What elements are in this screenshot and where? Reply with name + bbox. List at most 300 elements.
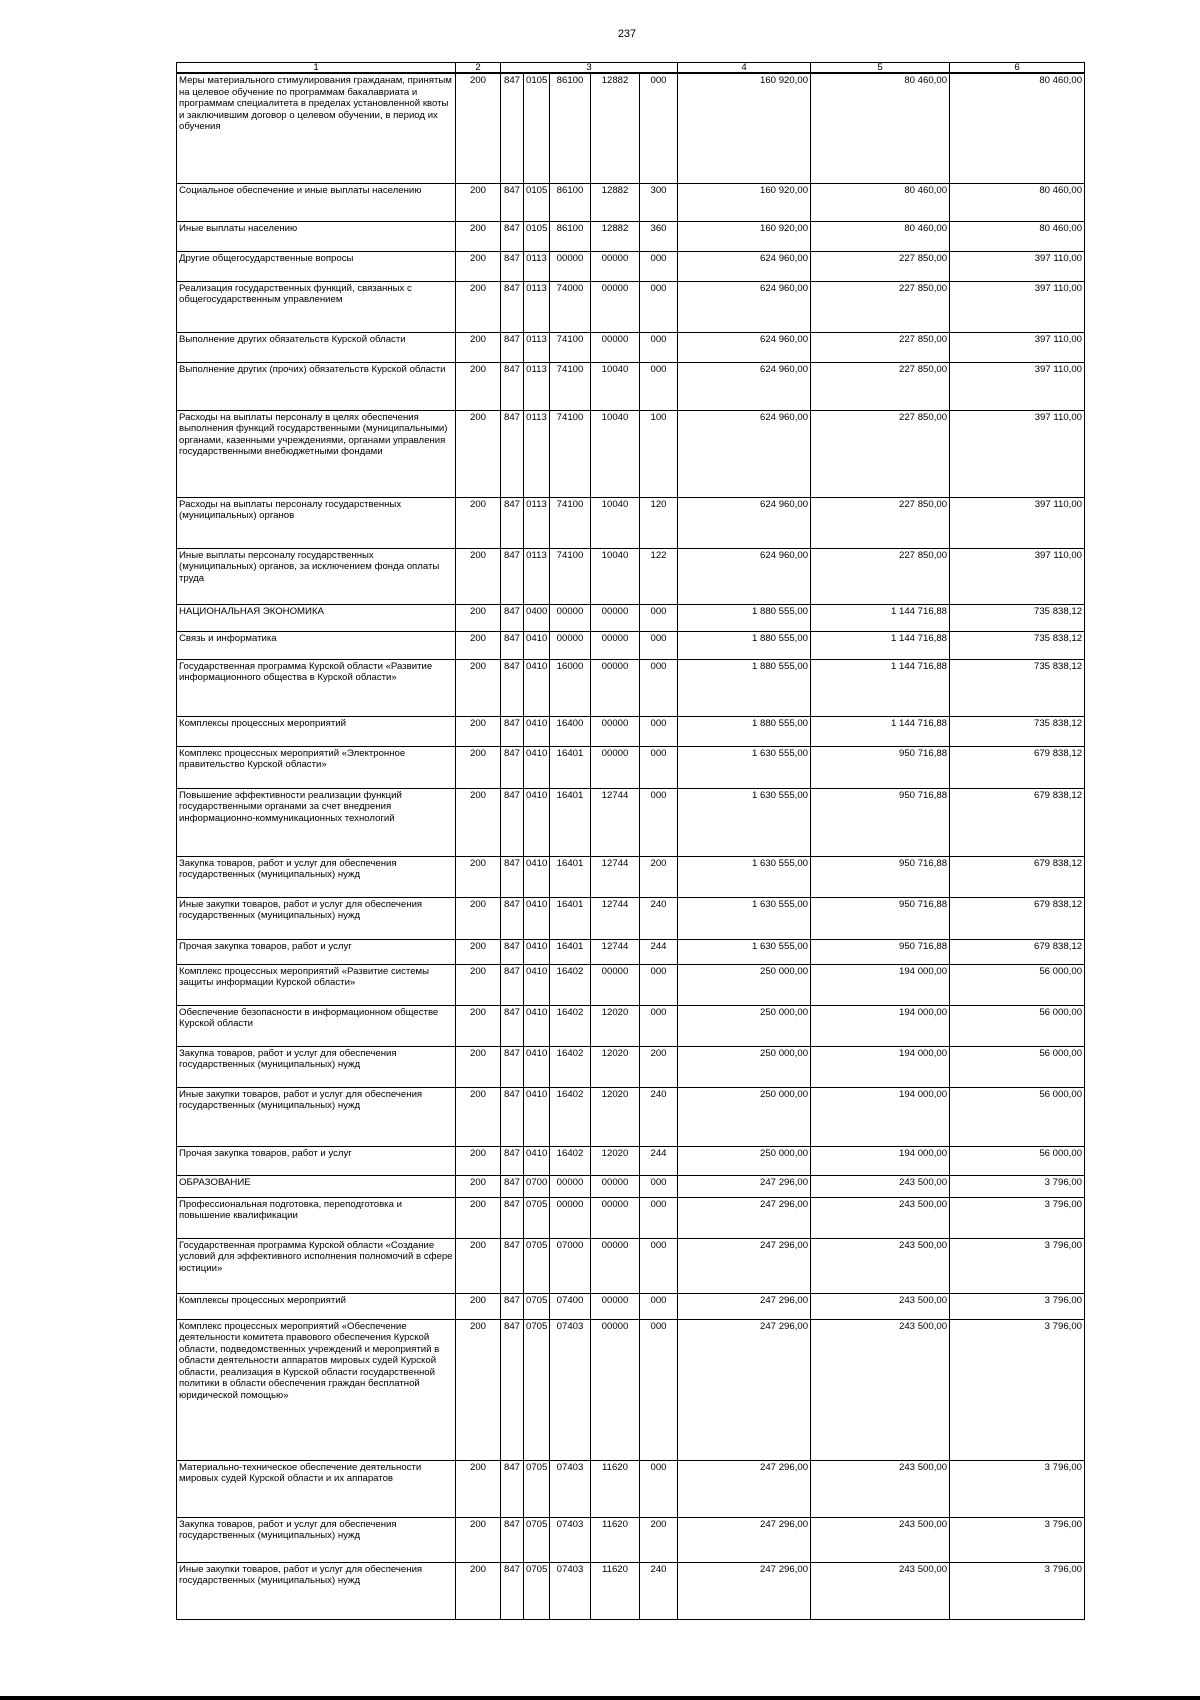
cell-value-col4: 624 960,00 (678, 497, 811, 548)
cell-expense-type: 120 (640, 497, 678, 548)
cell-section-code: 0700 (524, 1175, 550, 1197)
cell-admin-code: 200 (456, 183, 501, 221)
cell-value-col6: 397 110,00 (950, 362, 1085, 410)
cell-section-code: 0705 (524, 1238, 550, 1293)
cell-code-847: 847 (501, 1238, 524, 1293)
cell-expense-type: 000 (640, 1319, 678, 1460)
cell-program-code: 00000 (550, 631, 591, 659)
cell-name: Государственная программа Курской области «Развитие информационного общества в Курской области» (177, 659, 456, 716)
header-col-3: 3 (501, 63, 678, 74)
cell-direction-code: 10040 (591, 410, 640, 497)
cell-program-code: 07403 (550, 1319, 591, 1460)
cell-value-col6: 3 796,00 (950, 1175, 1085, 1197)
cell-direction-code: 00000 (591, 659, 640, 716)
cell-value-col5: 243 500,00 (811, 1238, 950, 1293)
cell-name: Иные закупки товаров, работ и услуг для обеспечения государственных (муниципальных) нужд (177, 897, 456, 939)
cell-expense-type: 000 (640, 788, 678, 856)
cell-admin-code: 200 (456, 1087, 501, 1146)
table-row (177, 73, 1085, 183)
cell-code-847: 847 (501, 788, 524, 856)
cell-value-col6: 3 796,00 (950, 1319, 1085, 1460)
cell-program-code: 74100 (550, 497, 591, 548)
cell-value-col5: 194 000,00 (811, 1087, 950, 1146)
table-row (177, 604, 1085, 631)
cell-name: Реализация государственных функций, связанных с общегосударственным управлением (177, 281, 456, 332)
cell-direction-code: 00000 (591, 1319, 640, 1460)
cell-code-847: 847 (501, 332, 524, 362)
cell-value-col6: 3 796,00 (950, 1562, 1085, 1619)
cell-name: Комплекс процессных мероприятий «Развитие системы защиты информации Курской области» (177, 964, 456, 1005)
cell-value-col4: 1 880 555,00 (678, 631, 811, 659)
cell-direction-code: 00000 (591, 1197, 640, 1238)
cell-expense-type: 000 (640, 281, 678, 332)
cell-admin-code: 200 (456, 1046, 501, 1087)
cell-program-code: 00000 (550, 251, 591, 281)
table-row (177, 746, 1085, 788)
cell-direction-code: 12020 (591, 1005, 640, 1046)
cell-value-col4: 1 630 555,00 (678, 856, 811, 897)
cell-section-code: 0705 (524, 1293, 550, 1319)
table-row (177, 1293, 1085, 1319)
cell-value-col5: 243 500,00 (811, 1562, 950, 1619)
table-row (177, 410, 1085, 497)
cell-value-col4: 247 296,00 (678, 1562, 811, 1619)
cell-name: Закупка товаров, работ и услуг для обеспечения государственных (муниципальных) нужд (177, 1517, 456, 1562)
cell-direction-code: 12020 (591, 1087, 640, 1146)
table-row (177, 221, 1085, 251)
cell-value-col4: 1 880 555,00 (678, 659, 811, 716)
cell-name: Иные закупки товаров, работ и услуг для обеспечения государственных (муниципальных) нужд (177, 1087, 456, 1146)
cell-expense-type: 000 (640, 1005, 678, 1046)
cell-value-col6: 3 796,00 (950, 1197, 1085, 1238)
cell-value-col5: 227 850,00 (811, 497, 950, 548)
cell-value-col4: 247 296,00 (678, 1460, 811, 1517)
cell-direction-code: 12882 (591, 183, 640, 221)
cell-section-code: 0400 (524, 604, 550, 631)
cell-value-col5: 950 716,88 (811, 897, 950, 939)
cell-value-col6: 56 000,00 (950, 1087, 1085, 1146)
cell-expense-type: 000 (640, 1175, 678, 1197)
cell-value-col5: 194 000,00 (811, 1005, 950, 1046)
cell-value-col4: 624 960,00 (678, 410, 811, 497)
cell-admin-code: 200 (456, 1517, 501, 1562)
table-row (177, 1319, 1085, 1460)
cell-value-col6: 397 110,00 (950, 332, 1085, 362)
cell-code-847: 847 (501, 939, 524, 964)
cell-value-col6: 56 000,00 (950, 1046, 1085, 1087)
table-row (177, 1146, 1085, 1175)
cell-expense-type: 000 (640, 604, 678, 631)
cell-name: Другие общегосударственные вопросы (177, 251, 456, 281)
cell-code-847: 847 (501, 1087, 524, 1146)
cell-value-col5: 194 000,00 (811, 1046, 950, 1087)
cell-program-code: 74100 (550, 362, 591, 410)
cell-value-col6: 735 838,12 (950, 631, 1085, 659)
budget-table-container (176, 62, 1085, 1620)
cell-code-847: 847 (501, 183, 524, 221)
cell-code-847: 847 (501, 1005, 524, 1046)
cell-value-col5: 227 850,00 (811, 332, 950, 362)
cell-code-847: 847 (501, 631, 524, 659)
cell-section-code: 0410 (524, 897, 550, 939)
cell-code-847: 847 (501, 1460, 524, 1517)
cell-admin-code: 200 (456, 497, 501, 548)
cell-value-col6: 735 838,12 (950, 604, 1085, 631)
table-row (177, 497, 1085, 548)
cell-value-col5: 950 716,88 (811, 788, 950, 856)
cell-admin-code: 200 (456, 1319, 501, 1460)
cell-section-code: 0113 (524, 281, 550, 332)
cell-name: Комплекс процессных мероприятий «Электронное правительство Курской области» (177, 746, 456, 788)
cell-code-847: 847 (501, 362, 524, 410)
cell-value-col5: 950 716,88 (811, 856, 950, 897)
cell-value-col5: 243 500,00 (811, 1175, 950, 1197)
cell-code-847: 847 (501, 1146, 524, 1175)
header-col-4: 4 (678, 63, 811, 74)
cell-name: Меры материального стимулирования гражданам, принятым на целевое обучение по программам бакалавриата и программам специалитета в пределах установленной квоты и заключившим договор о целевом обучении, в период их обучения (177, 73, 456, 183)
cell-admin-code: 200 (456, 1146, 501, 1175)
cell-value-col6: 80 460,00 (950, 73, 1085, 183)
cell-direction-code: 12744 (591, 897, 640, 939)
cell-value-col4: 160 920,00 (678, 221, 811, 251)
header-col-5: 5 (811, 63, 950, 74)
cell-name: Профессиональная подготовка, переподготовка и повышение квалификации (177, 1197, 456, 1238)
cell-value-col6: 56 000,00 (950, 1146, 1085, 1175)
header-col-6: 6 (950, 63, 1085, 74)
cell-value-col5: 1 144 716,88 (811, 659, 950, 716)
cell-expense-type: 360 (640, 221, 678, 251)
cell-expense-type: 240 (640, 897, 678, 939)
cell-direction-code: 00000 (591, 1293, 640, 1319)
table-row (177, 939, 1085, 964)
cell-direction-code: 12744 (591, 788, 640, 856)
cell-program-code: 16401 (550, 939, 591, 964)
cell-section-code: 0113 (524, 362, 550, 410)
cell-value-col6: 80 460,00 (950, 221, 1085, 251)
cell-value-col5: 950 716,88 (811, 746, 950, 788)
cell-admin-code: 200 (456, 1197, 501, 1238)
table-row (177, 897, 1085, 939)
cell-expense-type: 200 (640, 1046, 678, 1087)
cell-expense-type: 244 (640, 1146, 678, 1175)
cell-section-code: 0410 (524, 716, 550, 746)
cell-program-code: 16402 (550, 1087, 591, 1146)
cell-value-col6: 679 838,12 (950, 746, 1085, 788)
cell-expense-type: 000 (640, 1238, 678, 1293)
cell-value-col5: 243 500,00 (811, 1460, 950, 1517)
cell-value-col4: 1 880 555,00 (678, 716, 811, 746)
cell-code-847: 847 (501, 1319, 524, 1460)
cell-section-code: 0410 (524, 1005, 550, 1046)
cell-value-col5: 243 500,00 (811, 1319, 950, 1460)
cell-direction-code: 00000 (591, 1238, 640, 1293)
cell-direction-code: 00000 (591, 251, 640, 281)
table-row (177, 362, 1085, 410)
cell-admin-code: 200 (456, 716, 501, 746)
cell-value-col4: 1 880 555,00 (678, 604, 811, 631)
cell-expense-type: 300 (640, 183, 678, 221)
cell-direction-code: 12744 (591, 939, 640, 964)
cell-section-code: 0410 (524, 1046, 550, 1087)
cell-admin-code: 200 (456, 631, 501, 659)
cell-name: Связь и информатика (177, 631, 456, 659)
table-row (177, 1238, 1085, 1293)
cell-code-847: 847 (501, 1175, 524, 1197)
cell-value-col6: 3 796,00 (950, 1517, 1085, 1562)
table-row (177, 548, 1085, 604)
cell-direction-code: 10040 (591, 362, 640, 410)
cell-direction-code: 00000 (591, 716, 640, 746)
cell-admin-code: 200 (456, 1460, 501, 1517)
cell-code-847: 847 (501, 604, 524, 631)
cell-expense-type: 000 (640, 1293, 678, 1319)
cell-value-col6: 3 796,00 (950, 1238, 1085, 1293)
cell-value-col6: 397 110,00 (950, 548, 1085, 604)
cell-section-code: 0705 (524, 1562, 550, 1619)
cell-value-col4: 1 630 555,00 (678, 897, 811, 939)
cell-section-code: 0113 (524, 497, 550, 548)
cell-program-code: 16402 (550, 1046, 591, 1087)
cell-admin-code: 200 (456, 746, 501, 788)
cell-value-col6: 56 000,00 (950, 964, 1085, 1005)
cell-value-col6: 679 838,12 (950, 897, 1085, 939)
cell-value-col5: 243 500,00 (811, 1293, 950, 1319)
cell-value-col4: 247 296,00 (678, 1319, 811, 1460)
cell-section-code: 0105 (524, 183, 550, 221)
cell-expense-type: 100 (640, 410, 678, 497)
cell-section-code: 0410 (524, 788, 550, 856)
cell-admin-code: 200 (456, 1175, 501, 1197)
table-row (177, 332, 1085, 362)
cell-program-code: 16401 (550, 856, 591, 897)
table-row (177, 788, 1085, 856)
table-row (177, 856, 1085, 897)
cell-name: ОБРАЗОВАНИЕ (177, 1175, 456, 1197)
cell-program-code: 86100 (550, 183, 591, 221)
cell-value-col4: 247 296,00 (678, 1238, 811, 1293)
table-row (177, 251, 1085, 281)
cell-name: Прочая закупка товаров, работ и услуг (177, 939, 456, 964)
cell-direction-code: 00000 (591, 604, 640, 631)
cell-direction-code: 10040 (591, 548, 640, 604)
cell-value-col4: 247 296,00 (678, 1517, 811, 1562)
cell-value-col4: 1 630 555,00 (678, 939, 811, 964)
cell-section-code: 0705 (524, 1197, 550, 1238)
cell-program-code: 86100 (550, 221, 591, 251)
cell-direction-code: 10040 (591, 497, 640, 548)
cell-value-col5: 1 144 716,88 (811, 604, 950, 631)
cell-expense-type: 000 (640, 362, 678, 410)
cell-admin-code: 200 (456, 362, 501, 410)
cell-admin-code: 200 (456, 659, 501, 716)
table-row (177, 716, 1085, 746)
cell-code-847: 847 (501, 497, 524, 548)
cell-admin-code: 200 (456, 897, 501, 939)
cell-name: Государственная программа Курской области «Создание условий для эффективного исполнения полномочий в сфере юстиции» (177, 1238, 456, 1293)
header-col-2: 2 (456, 63, 501, 74)
cell-value-col4: 250 000,00 (678, 1005, 811, 1046)
cell-value-col6: 735 838,12 (950, 716, 1085, 746)
cell-program-code: 16402 (550, 1146, 591, 1175)
cell-expense-type: 000 (640, 746, 678, 788)
cell-section-code: 0410 (524, 631, 550, 659)
table-row (177, 1562, 1085, 1619)
cell-name: Повышение эффективности реализации функций государственными органами за счет внедрения информационно-коммуникационных технологий (177, 788, 456, 856)
cell-value-col4: 624 960,00 (678, 362, 811, 410)
cell-code-847: 847 (501, 548, 524, 604)
cell-program-code: 07403 (550, 1562, 591, 1619)
cell-value-col4: 247 296,00 (678, 1197, 811, 1238)
cell-section-code: 0410 (524, 1146, 550, 1175)
cell-program-code: 74100 (550, 410, 591, 497)
cell-value-col5: 1 144 716,88 (811, 716, 950, 746)
cell-program-code: 07403 (550, 1517, 591, 1562)
cell-program-code: 16401 (550, 788, 591, 856)
cell-value-col4: 247 296,00 (678, 1175, 811, 1197)
cell-value-col6: 679 838,12 (950, 939, 1085, 964)
budget-table (176, 62, 1085, 1620)
cell-name: Выполнение других обязательств Курской области (177, 332, 456, 362)
cell-admin-code: 200 (456, 410, 501, 497)
cell-name: Социальное обеспечение и иные выплаты населению (177, 183, 456, 221)
cell-section-code: 0410 (524, 746, 550, 788)
table-row (177, 281, 1085, 332)
table-body (177, 73, 1085, 1619)
cell-code-847: 847 (501, 73, 524, 183)
cell-value-col5: 243 500,00 (811, 1517, 950, 1562)
cell-value-col5: 227 850,00 (811, 410, 950, 497)
cell-value-col5: 227 850,00 (811, 251, 950, 281)
table-header-row (177, 63, 1085, 74)
cell-direction-code: 00000 (591, 332, 640, 362)
cell-value-col4: 1 630 555,00 (678, 746, 811, 788)
header-col-1: 1 (177, 63, 456, 74)
cell-value-col6: 397 110,00 (950, 251, 1085, 281)
cell-value-col6: 397 110,00 (950, 410, 1085, 497)
cell-program-code: 16402 (550, 1005, 591, 1046)
table-row (177, 1087, 1085, 1146)
cell-value-col6: 397 110,00 (950, 281, 1085, 332)
cell-code-847: 847 (501, 1293, 524, 1319)
cell-program-code: 74100 (550, 548, 591, 604)
cell-section-code: 0410 (524, 939, 550, 964)
cell-expense-type: 000 (640, 1197, 678, 1238)
cell-expense-type: 000 (640, 332, 678, 362)
cell-program-code: 86100 (550, 73, 591, 183)
cell-expense-type: 000 (640, 251, 678, 281)
cell-expense-type: 122 (640, 548, 678, 604)
cell-admin-code: 200 (456, 1238, 501, 1293)
cell-expense-type: 000 (640, 659, 678, 716)
cell-admin-code: 200 (456, 939, 501, 964)
cell-program-code: 00000 (550, 1175, 591, 1197)
table-row (177, 631, 1085, 659)
cell-admin-code: 200 (456, 1005, 501, 1046)
cell-admin-code: 200 (456, 788, 501, 856)
cell-code-847: 847 (501, 1562, 524, 1619)
cell-program-code: 16000 (550, 659, 591, 716)
cell-value-col5: 1 144 716,88 (811, 631, 950, 659)
cell-admin-code: 200 (456, 604, 501, 631)
cell-name: Выполнение других (прочих) обязательств Курской области (177, 362, 456, 410)
cell-direction-code: 00000 (591, 964, 640, 1005)
cell-value-col4: 624 960,00 (678, 281, 811, 332)
cell-value-col4: 624 960,00 (678, 251, 811, 281)
cell-value-col4: 624 960,00 (678, 332, 811, 362)
cell-section-code: 0105 (524, 221, 550, 251)
cell-code-847: 847 (501, 897, 524, 939)
cell-section-code: 0113 (524, 410, 550, 497)
table-row (177, 1005, 1085, 1046)
cell-value-col5: 950 716,88 (811, 939, 950, 964)
cell-value-col6: 80 460,00 (950, 183, 1085, 221)
cell-expense-type: 000 (640, 1460, 678, 1517)
cell-direction-code: 11620 (591, 1517, 640, 1562)
cell-program-code: 07400 (550, 1293, 591, 1319)
cell-name: Материально-техническое обеспечение деятельности мировых судей Курской области и их аппаратов (177, 1460, 456, 1517)
cell-value-col4: 250 000,00 (678, 1046, 811, 1087)
cell-program-code: 16402 (550, 964, 591, 1005)
cell-name: Закупка товаров, работ и услуг для обеспечения государственных (муниципальных) нужд (177, 1046, 456, 1087)
cell-value-col4: 624 960,00 (678, 548, 811, 604)
cell-direction-code: 12882 (591, 73, 640, 183)
table-row (177, 1517, 1085, 1562)
cell-program-code: 07000 (550, 1238, 591, 1293)
cell-direction-code: 12020 (591, 1046, 640, 1087)
cell-code-847: 847 (501, 1197, 524, 1238)
cell-admin-code: 200 (456, 73, 501, 183)
table-row (177, 183, 1085, 221)
cell-value-col4: 160 920,00 (678, 73, 811, 183)
cell-admin-code: 200 (456, 964, 501, 1005)
cell-value-col6: 56 000,00 (950, 1005, 1085, 1046)
cell-value-col5: 227 850,00 (811, 281, 950, 332)
cell-direction-code: 12020 (591, 1146, 640, 1175)
table-row (177, 1175, 1085, 1197)
cell-expense-type: 000 (640, 964, 678, 1005)
cell-admin-code: 200 (456, 281, 501, 332)
cell-name: Расходы на выплаты персоналу государственных (муниципальных) органов (177, 497, 456, 548)
cell-program-code: 07403 (550, 1460, 591, 1517)
cell-direction-code: 11620 (591, 1562, 640, 1619)
cell-code-847: 847 (501, 746, 524, 788)
cell-value-col5: 194 000,00 (811, 964, 950, 1005)
cell-name: Иные выплаты персоналу государственных (муниципальных) органов, за исключением фонда оплаты труда (177, 548, 456, 604)
cell-value-col6: 3 796,00 (950, 1460, 1085, 1517)
table-row (177, 1046, 1085, 1087)
cell-direction-code: 00000 (591, 631, 640, 659)
cell-name: НАЦИОНАЛЬНАЯ ЭКОНОМИКА (177, 604, 456, 631)
cell-code-847: 847 (501, 251, 524, 281)
table-row (177, 1197, 1085, 1238)
cell-section-code: 0410 (524, 1087, 550, 1146)
cell-value-col5: 227 850,00 (811, 362, 950, 410)
cell-section-code: 0410 (524, 964, 550, 1005)
cell-admin-code: 200 (456, 332, 501, 362)
cell-direction-code: 00000 (591, 1175, 640, 1197)
cell-value-col6: 397 110,00 (950, 497, 1085, 548)
cell-name: Иные закупки товаров, работ и услуг для обеспечения государственных (муниципальных) нужд (177, 1562, 456, 1619)
cell-name: Комплексы процессных мероприятий (177, 716, 456, 746)
cell-program-code: 74100 (550, 332, 591, 362)
table-row (177, 1460, 1085, 1517)
cell-admin-code: 200 (456, 856, 501, 897)
cell-value-col4: 247 296,00 (678, 1293, 811, 1319)
cell-expense-type: 200 (640, 1517, 678, 1562)
cell-section-code: 0705 (524, 1460, 550, 1517)
cell-code-847: 847 (501, 964, 524, 1005)
cell-value-col5: 243 500,00 (811, 1197, 950, 1238)
